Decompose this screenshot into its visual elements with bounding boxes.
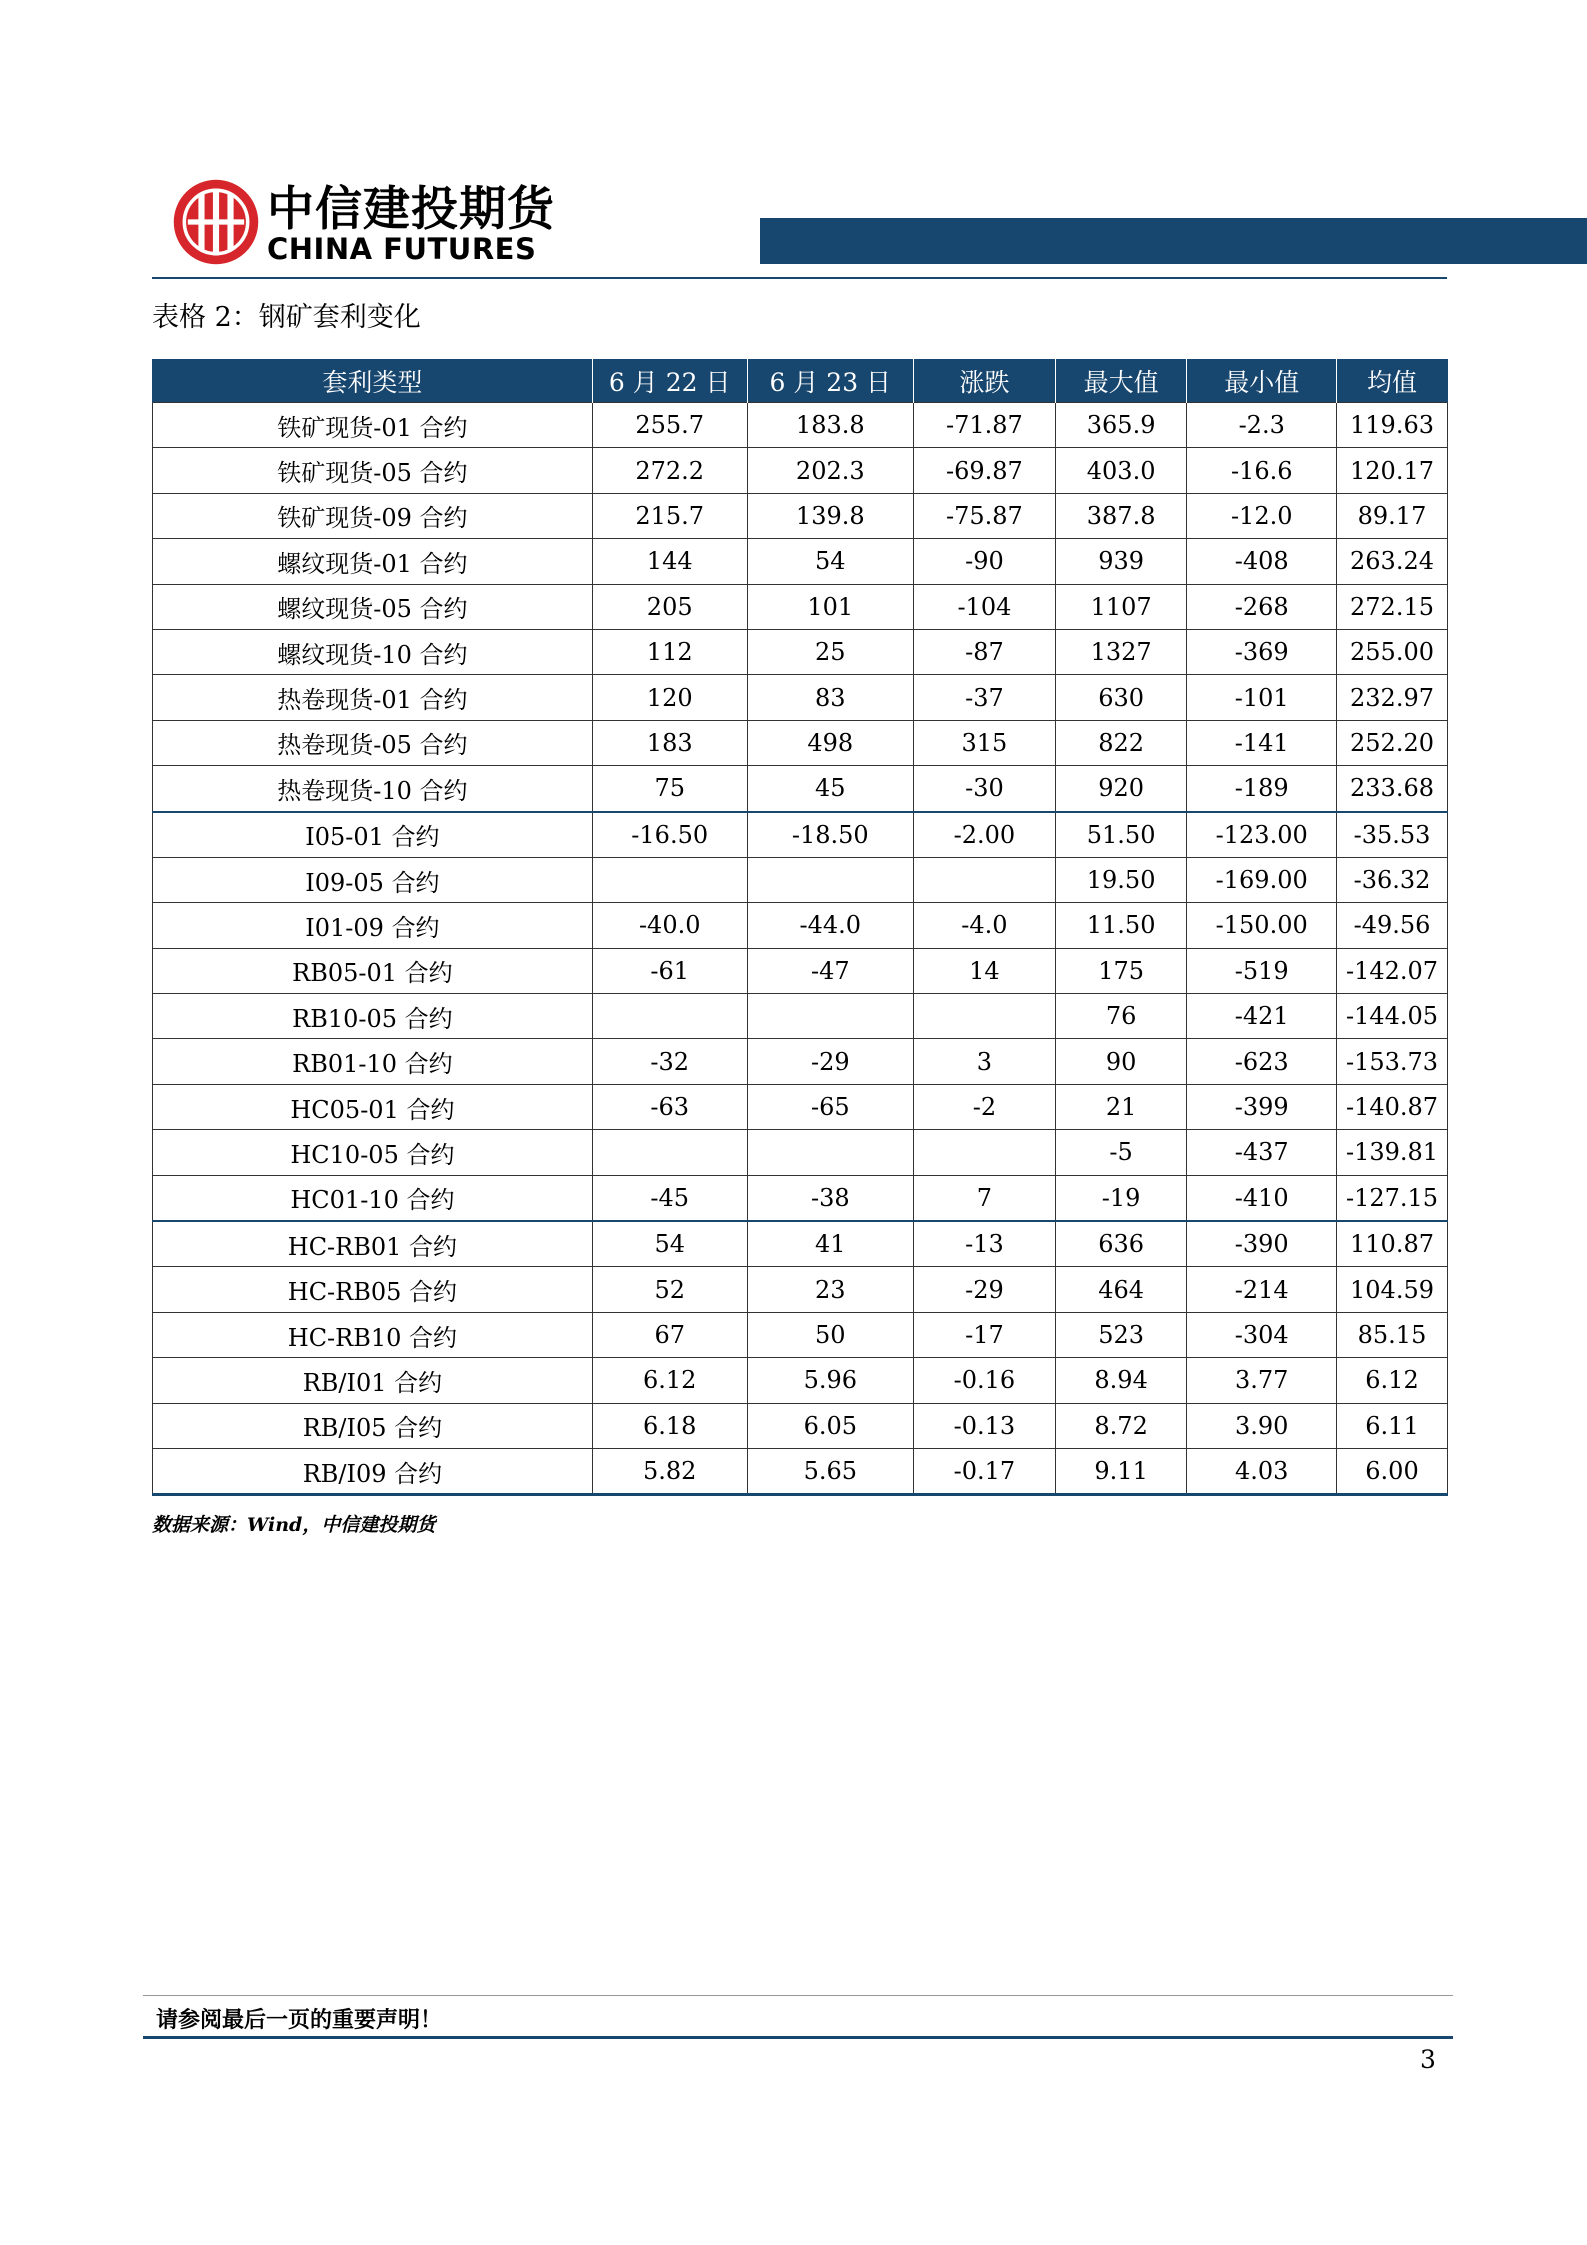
value-cell: 45 bbox=[747, 766, 913, 812]
row-label-cell: 铁矿现货-09 合约 bbox=[153, 493, 593, 538]
value-cell: 75 bbox=[592, 766, 747, 812]
table-row bbox=[153, 403, 1448, 448]
value-cell: -144.05 bbox=[1337, 994, 1448, 1039]
table-row bbox=[153, 994, 1448, 1039]
column-header: 均值 bbox=[1337, 359, 1448, 403]
value-cell: 139.8 bbox=[747, 493, 913, 538]
table-row bbox=[153, 1084, 1448, 1129]
row-label-cell: 螺纹现货-10 合约 bbox=[153, 629, 593, 674]
value-cell: -44.0 bbox=[747, 903, 913, 948]
value-cell: -142.07 bbox=[1337, 948, 1448, 993]
row-label-cell: I09-05 合约 bbox=[153, 857, 593, 902]
value-cell: -90 bbox=[913, 539, 1055, 584]
column-header: 6 月 23 日 bbox=[747, 359, 913, 403]
value-cell: -304 bbox=[1187, 1312, 1337, 1357]
value-cell: -141 bbox=[1187, 720, 1337, 765]
value-cell: -2.3 bbox=[1187, 403, 1337, 448]
row-label-cell: 螺纹现货-05 合约 bbox=[153, 584, 593, 629]
value-cell: -5 bbox=[1055, 1130, 1187, 1175]
row-label-cell: I05-01 合约 bbox=[153, 812, 593, 858]
footer-rule bbox=[143, 2036, 1453, 2039]
value-cell: -139.81 bbox=[1337, 1130, 1448, 1175]
value-cell: -87 bbox=[913, 629, 1055, 674]
value-cell: 4.03 bbox=[1187, 1448, 1337, 1494]
value-cell: 25 bbox=[747, 629, 913, 674]
value-cell: -18.50 bbox=[747, 812, 913, 858]
value-cell: -12.0 bbox=[1187, 493, 1337, 538]
value-cell: 252.20 bbox=[1337, 720, 1448, 765]
value-cell: -17 bbox=[913, 1312, 1055, 1357]
value-cell: 19.50 bbox=[1055, 857, 1187, 902]
value-cell: 8.94 bbox=[1055, 1358, 1187, 1403]
table-header-row bbox=[153, 359, 1448, 403]
value-cell: 5.65 bbox=[747, 1448, 913, 1494]
value-cell: -49.56 bbox=[1337, 903, 1448, 948]
value-cell: 183.8 bbox=[747, 403, 913, 448]
value-cell: 90 bbox=[1055, 1039, 1187, 1084]
header-divider bbox=[152, 277, 1447, 279]
value-cell: 7 bbox=[913, 1175, 1055, 1221]
row-label-cell: 铁矿现货-01 合约 bbox=[153, 403, 593, 448]
value-cell: -32 bbox=[592, 1039, 747, 1084]
value-cell: 175 bbox=[1055, 948, 1187, 993]
value-cell: 3 bbox=[913, 1039, 1055, 1084]
row-label-cell: HC-RB10 合约 bbox=[153, 1312, 593, 1357]
value-cell: -169.00 bbox=[1187, 857, 1337, 902]
value-cell: 76 bbox=[1055, 994, 1187, 1039]
value-cell: -63 bbox=[592, 1084, 747, 1129]
value-cell bbox=[747, 857, 913, 902]
value-cell: -2 bbox=[913, 1084, 1055, 1129]
value-cell bbox=[592, 1130, 747, 1175]
table-row bbox=[153, 1448, 1448, 1494]
row-label-cell: RB05-01 合约 bbox=[153, 948, 593, 993]
value-cell: 21 bbox=[1055, 1084, 1187, 1129]
value-cell: 8.72 bbox=[1055, 1403, 1187, 1448]
value-cell: 54 bbox=[747, 539, 913, 584]
value-cell: -369 bbox=[1187, 629, 1337, 674]
row-label-cell: 螺纹现货-01 合约 bbox=[153, 539, 593, 584]
value-cell: 120 bbox=[592, 675, 747, 720]
value-cell: -123.00 bbox=[1187, 812, 1337, 858]
value-cell: -4.0 bbox=[913, 903, 1055, 948]
row-label-cell: 热卷现货-05 合约 bbox=[153, 720, 593, 765]
value-cell: 636 bbox=[1055, 1221, 1187, 1267]
value-cell: 255.7 bbox=[592, 403, 747, 448]
column-header: 最大值 bbox=[1055, 359, 1187, 403]
footer-disclaimer: 请参阅最后一页的重要声明！ bbox=[156, 2007, 443, 2033]
value-cell bbox=[747, 1130, 913, 1175]
value-cell: 3.77 bbox=[1187, 1358, 1337, 1403]
table-row bbox=[153, 675, 1448, 720]
value-cell bbox=[913, 1130, 1055, 1175]
row-label-cell: RB/I01 合约 bbox=[153, 1358, 593, 1403]
value-cell: -38 bbox=[747, 1175, 913, 1221]
table-row bbox=[153, 584, 1448, 629]
value-cell bbox=[592, 857, 747, 902]
value-cell: 202.3 bbox=[747, 448, 913, 493]
value-cell: -65 bbox=[747, 1084, 913, 1129]
value-cell: -268 bbox=[1187, 584, 1337, 629]
value-cell: -61 bbox=[592, 948, 747, 993]
value-cell: -19 bbox=[1055, 1175, 1187, 1221]
data-source-note: 数据来源：Wind，中信建投期货 bbox=[152, 1514, 436, 1536]
row-label-cell: RB10-05 合约 bbox=[153, 994, 593, 1039]
value-cell: -437 bbox=[1187, 1130, 1337, 1175]
value-cell: 630 bbox=[1055, 675, 1187, 720]
value-cell: -40.0 bbox=[592, 903, 747, 948]
value-cell: 464 bbox=[1055, 1267, 1187, 1312]
value-cell: 85.15 bbox=[1337, 1312, 1448, 1357]
value-cell: -0.16 bbox=[913, 1358, 1055, 1403]
value-cell: -0.13 bbox=[913, 1403, 1055, 1448]
page-number: 3 bbox=[1420, 2045, 1436, 2074]
value-cell: 119.63 bbox=[1337, 403, 1448, 448]
value-cell: 101 bbox=[747, 584, 913, 629]
value-cell: -410 bbox=[1187, 1175, 1337, 1221]
value-cell: 41 bbox=[747, 1221, 913, 1267]
value-cell: 263.24 bbox=[1337, 539, 1448, 584]
value-cell: 144 bbox=[592, 539, 747, 584]
table-row bbox=[153, 948, 1448, 993]
table-row bbox=[153, 903, 1448, 948]
value-cell: -0.17 bbox=[913, 1448, 1055, 1494]
value-cell: -75.87 bbox=[913, 493, 1055, 538]
table-row bbox=[153, 812, 1448, 858]
value-cell: -153.73 bbox=[1337, 1039, 1448, 1084]
table-row bbox=[153, 1358, 1448, 1403]
value-cell: 215.7 bbox=[592, 493, 747, 538]
column-header: 涨跌 bbox=[913, 359, 1055, 403]
value-cell: 920 bbox=[1055, 766, 1187, 812]
value-cell: 6.12 bbox=[592, 1358, 747, 1403]
value-cell bbox=[592, 994, 747, 1039]
value-cell: 112 bbox=[592, 629, 747, 674]
row-label-cell: HC10-05 合约 bbox=[153, 1130, 593, 1175]
row-label-cell: 热卷现货-10 合约 bbox=[153, 766, 593, 812]
value-cell: 255.00 bbox=[1337, 629, 1448, 674]
value-cell: 83 bbox=[747, 675, 913, 720]
value-cell: 54 bbox=[592, 1221, 747, 1267]
row-label-cell: 热卷现货-01 合约 bbox=[153, 675, 593, 720]
header-banner bbox=[760, 218, 1587, 264]
row-label-cell: RB/I09 合约 bbox=[153, 1448, 593, 1494]
value-cell: -140.87 bbox=[1337, 1084, 1448, 1129]
value-cell: -35.53 bbox=[1337, 812, 1448, 858]
value-cell: -36.32 bbox=[1337, 857, 1448, 902]
value-cell: -150.00 bbox=[1187, 903, 1337, 948]
table-row bbox=[153, 857, 1448, 902]
value-cell: 52 bbox=[592, 1267, 747, 1312]
value-cell: 523 bbox=[1055, 1312, 1187, 1357]
value-cell: -519 bbox=[1187, 948, 1337, 993]
value-cell: -13 bbox=[913, 1221, 1055, 1267]
value-cell: -390 bbox=[1187, 1221, 1337, 1267]
value-cell: 822 bbox=[1055, 720, 1187, 765]
row-label-cell: HC05-01 合约 bbox=[153, 1084, 593, 1129]
value-cell: -45 bbox=[592, 1175, 747, 1221]
value-cell: 50 bbox=[747, 1312, 913, 1357]
value-cell bbox=[913, 857, 1055, 902]
value-cell: 205 bbox=[592, 584, 747, 629]
table-row bbox=[153, 1039, 1448, 1084]
value-cell: 387.8 bbox=[1055, 493, 1187, 538]
value-cell: -16.50 bbox=[592, 812, 747, 858]
value-cell: 6.00 bbox=[1337, 1448, 1448, 1494]
value-cell: 6.11 bbox=[1337, 1403, 1448, 1448]
value-cell: -69.87 bbox=[913, 448, 1055, 493]
value-cell: -29 bbox=[747, 1039, 913, 1084]
value-cell: 6.18 bbox=[592, 1403, 747, 1448]
value-cell: 5.82 bbox=[592, 1448, 747, 1494]
value-cell: -421 bbox=[1187, 994, 1337, 1039]
value-cell: -399 bbox=[1187, 1084, 1337, 1129]
value-cell: 272.2 bbox=[592, 448, 747, 493]
value-cell: 9.11 bbox=[1055, 1448, 1187, 1494]
value-cell: -47 bbox=[747, 948, 913, 993]
table-row bbox=[153, 1221, 1448, 1267]
table-title: 表格 2：钢矿套利变化 bbox=[152, 302, 421, 333]
value-cell: -127.15 bbox=[1337, 1175, 1448, 1221]
value-cell: -29 bbox=[913, 1267, 1055, 1312]
value-cell: 67 bbox=[592, 1312, 747, 1357]
column-header: 最小值 bbox=[1187, 359, 1337, 403]
logo-english-name: CHINA FUTURES bbox=[267, 232, 537, 266]
value-cell: -2.00 bbox=[913, 812, 1055, 858]
value-cell: 110.87 bbox=[1337, 1221, 1448, 1267]
value-cell: 5.96 bbox=[747, 1358, 913, 1403]
row-label-cell: 铁矿现货-05 合约 bbox=[153, 448, 593, 493]
row-label-cell: HC-RB01 合约 bbox=[153, 1221, 593, 1267]
row-label-cell: RB/I05 合约 bbox=[153, 1403, 593, 1448]
value-cell: 11.50 bbox=[1055, 903, 1187, 948]
value-cell: 315 bbox=[913, 720, 1055, 765]
value-cell: 1107 bbox=[1055, 584, 1187, 629]
value-cell: 272.15 bbox=[1337, 584, 1448, 629]
value-cell: -71.87 bbox=[913, 403, 1055, 448]
china-futures-logo-icon bbox=[172, 178, 260, 266]
value-cell bbox=[747, 994, 913, 1039]
value-cell: 104.59 bbox=[1337, 1267, 1448, 1312]
table-row bbox=[153, 539, 1448, 584]
value-cell: 233.68 bbox=[1337, 766, 1448, 812]
arbitrage-table bbox=[152, 359, 1448, 1496]
table-row bbox=[153, 766, 1448, 812]
value-cell: -214 bbox=[1187, 1267, 1337, 1312]
value-cell: 498 bbox=[747, 720, 913, 765]
table-row bbox=[153, 493, 1448, 538]
value-cell: -101 bbox=[1187, 675, 1337, 720]
value-cell: 1327 bbox=[1055, 629, 1187, 674]
table-row bbox=[153, 448, 1448, 493]
table-row bbox=[153, 1267, 1448, 1312]
value-cell: -408 bbox=[1187, 539, 1337, 584]
table-row bbox=[153, 720, 1448, 765]
value-cell: 51.50 bbox=[1055, 812, 1187, 858]
logo-chinese-name: 中信建投期货 bbox=[267, 182, 555, 237]
value-cell: 365.9 bbox=[1055, 403, 1187, 448]
value-cell: 939 bbox=[1055, 539, 1187, 584]
value-cell: 6.12 bbox=[1337, 1358, 1448, 1403]
row-label-cell: HC01-10 合约 bbox=[153, 1175, 593, 1221]
value-cell: -37 bbox=[913, 675, 1055, 720]
row-label-cell: HC-RB05 合约 bbox=[153, 1267, 593, 1312]
value-cell: 183 bbox=[592, 720, 747, 765]
row-label-cell: RB01-10 合约 bbox=[153, 1039, 593, 1084]
table-row bbox=[153, 1175, 1448, 1221]
value-cell: 23 bbox=[747, 1267, 913, 1312]
value-cell: 3.90 bbox=[1187, 1403, 1337, 1448]
table-row bbox=[153, 1312, 1448, 1357]
value-cell: -623 bbox=[1187, 1039, 1337, 1084]
column-header: 套利类型 bbox=[153, 359, 593, 403]
value-cell: -104 bbox=[913, 584, 1055, 629]
row-label-cell: I01-09 合约 bbox=[153, 903, 593, 948]
value-cell: 232.97 bbox=[1337, 675, 1448, 720]
footer-divider bbox=[143, 1995, 1453, 1996]
value-cell: 89.17 bbox=[1337, 493, 1448, 538]
value-cell: 403.0 bbox=[1055, 448, 1187, 493]
table-row bbox=[153, 1130, 1448, 1175]
value-cell: -30 bbox=[913, 766, 1055, 812]
page-header bbox=[152, 170, 1452, 280]
value-cell: -16.6 bbox=[1187, 448, 1337, 493]
value-cell: -189 bbox=[1187, 766, 1337, 812]
table-row bbox=[153, 629, 1448, 674]
value-cell: 14 bbox=[913, 948, 1055, 993]
value-cell bbox=[913, 994, 1055, 1039]
column-header: 6 月 22 日 bbox=[592, 359, 747, 403]
value-cell: 120.17 bbox=[1337, 448, 1448, 493]
table-row bbox=[153, 1403, 1448, 1448]
value-cell: 6.05 bbox=[747, 1403, 913, 1448]
